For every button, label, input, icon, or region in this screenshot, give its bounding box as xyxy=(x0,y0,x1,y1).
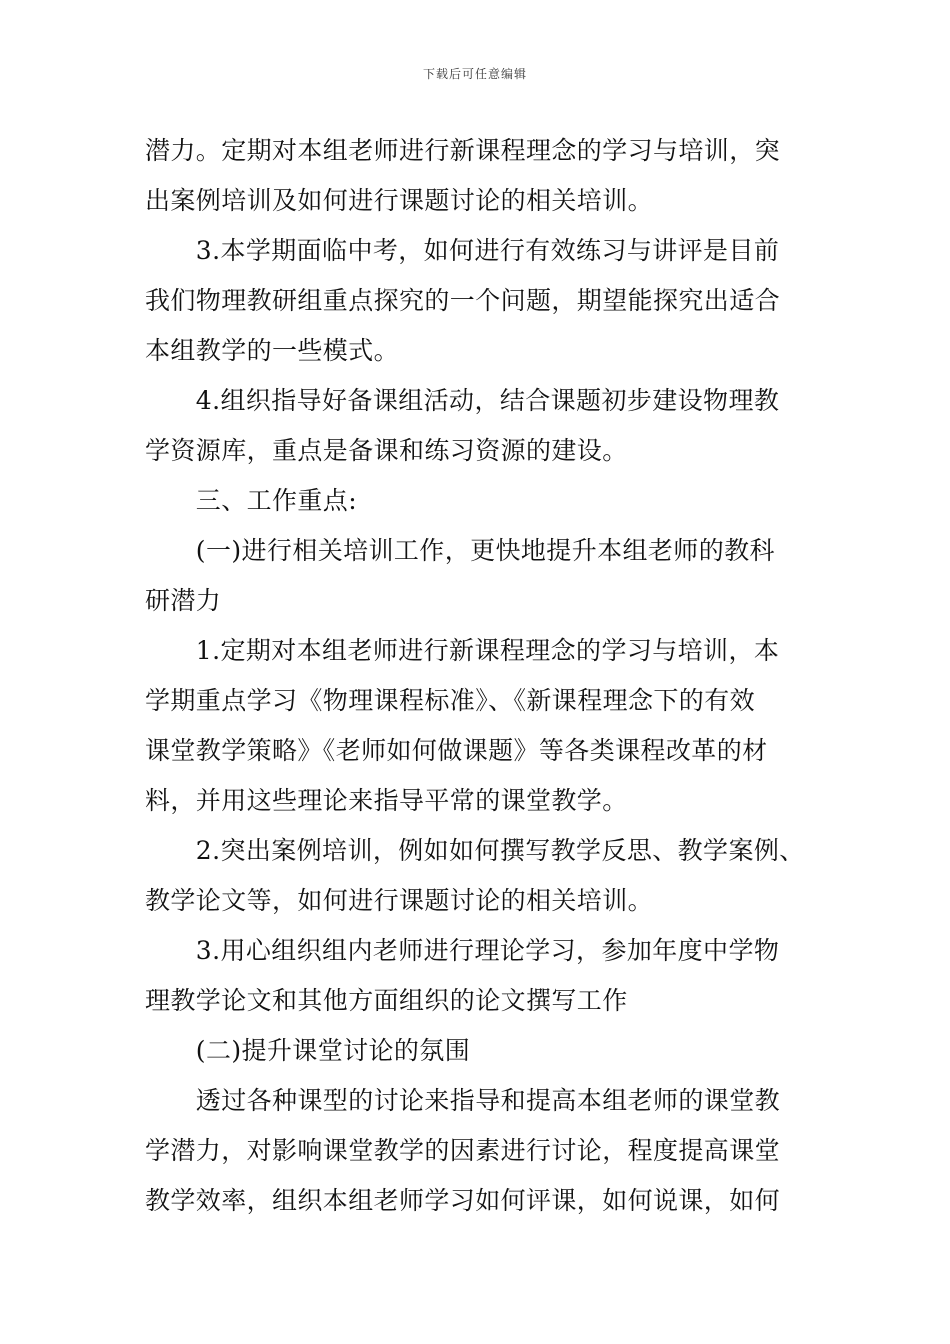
text-line: 学资源库，重点是备课和练习资源的建设。 xyxy=(145,436,628,465)
paragraph-3 xyxy=(145,376,810,476)
paragraph-7 xyxy=(145,1076,810,1226)
paragraph-6 xyxy=(145,926,810,1026)
text-line: 课堂教学策略》《老师如何做课题》等各类课程改革的材 xyxy=(145,736,768,765)
page-header: 下载后可任意编辑 xyxy=(422,67,527,81)
subsection-heading-2 xyxy=(145,1026,810,1076)
text-line: 料，并用这些理论来指导平常的课堂教学。 xyxy=(145,786,628,815)
text-line: 本组教学的一些模式。 xyxy=(145,336,400,365)
text-line: (二)提升课堂讨论的氛围 xyxy=(145,1036,471,1065)
text-line: 1.定期对本组老师进行新课程理念的学习与培训，本 xyxy=(145,636,780,665)
text-line: 研潜力 xyxy=(145,586,222,615)
text-line: (一)进行相关培训工作，更快地提升本组老师的教科 xyxy=(145,536,775,565)
text-line: 教学论文等，如何进行课题讨论的相关培训。 xyxy=(145,886,654,915)
section-heading xyxy=(145,476,810,526)
text-line: 理教学论文和其他方面组织的论文撰写工作 xyxy=(145,986,628,1015)
text-line: 出案例培训及如何进行课题讨论的相关培训。 xyxy=(145,186,654,215)
paragraph-5 xyxy=(145,826,810,926)
paragraph-4 xyxy=(145,626,810,826)
text-line: 三、工作重点: xyxy=(145,486,358,515)
text-line: 透过各种课型的讨论来指导和提高本组老师的课堂教 xyxy=(145,1086,781,1115)
text-line: 3.本学期面临中考，如何进行有效练习与讲评是目前 xyxy=(145,236,780,265)
text-line: 4.组织指导好备课组活动，结合课题初步建设物理教 xyxy=(145,386,780,415)
subsection-heading-1 xyxy=(145,526,810,626)
text-line: 潜力。定期对本组老师进行新课程理念的学习与培训，突 xyxy=(145,136,781,165)
text-line: 教学效率，组织本组老师学习如何评课，如何说课，如何 xyxy=(145,1186,781,1215)
text-line: 学潜力，对影响课堂教学的因素进行讨论，程度提高课堂 xyxy=(145,1136,781,1165)
text-line: 我们物理教研组重点探究的一个问题，期望能探究出适合 xyxy=(145,286,781,315)
text-line: 学期重点学习《物理课程标准》、《新课程理念下的有效 xyxy=(145,686,756,715)
document-body xyxy=(145,126,810,1226)
paragraph-1 xyxy=(145,126,810,226)
text-line: 3.用心组织组内老师进行理论学习，参加年度中学物 xyxy=(145,936,780,965)
text-line: 2.突出案例培训，例如如何撰写教学反思、教学案例、 xyxy=(145,836,805,865)
paragraph-2 xyxy=(145,226,810,376)
